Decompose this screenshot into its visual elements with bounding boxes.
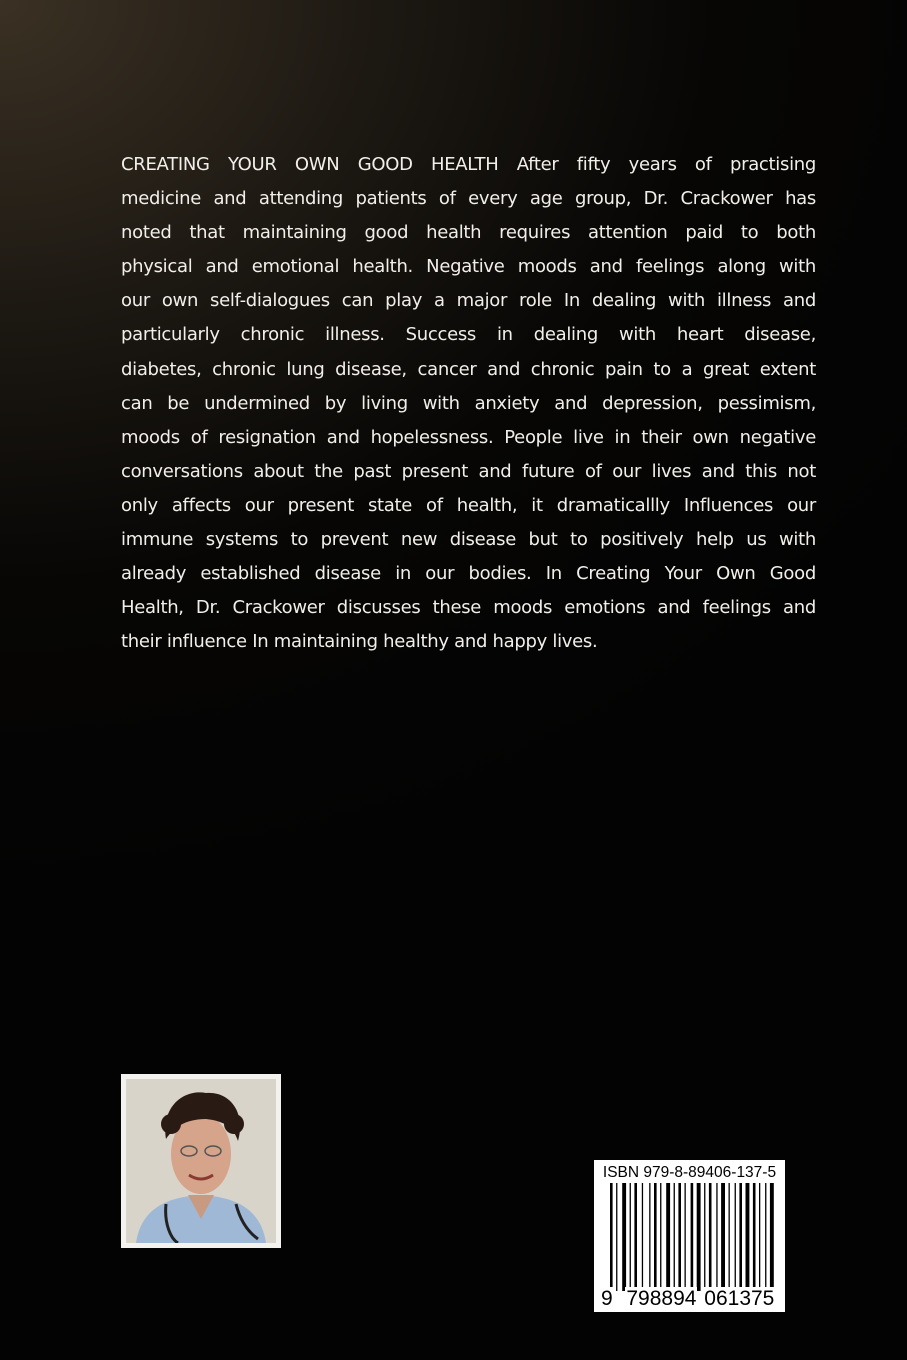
barcode-bar [654,1183,657,1291]
barcode-bar [642,1183,643,1291]
barcode-bar [739,1183,742,1291]
barcode-digit-group2: 061375 [704,1287,775,1310]
blurb-line: physical and emotional health. Negative moods and feelings along with [121,256,816,278]
barcode-bar [649,1183,650,1291]
barcode-bar [770,1183,774,1291]
barcode-bar [678,1183,681,1291]
barcode-bar [716,1183,717,1291]
barcode-digits [600,1288,775,1310]
isbn-barcode [594,1160,785,1312]
author-photo [121,1074,281,1248]
blurb-line: already established disease in our bodies. In Creating Your Own Good [121,563,816,585]
barcode-bar [622,1183,626,1291]
barcode-bar [630,1183,631,1291]
barcode-bar [704,1183,705,1291]
barcode-bars [600,1183,778,1291]
blurb-line: our own self-dialogues can play a major role In dealing with illness and [121,290,816,312]
blurb-line: CREATING YOUR OWN GOOD HEALTH After fifty years of practising [121,154,816,175]
blurb-line: only affects our present state of health, it dramaticallly Influences our [121,494,816,516]
barcode-bar [709,1183,712,1291]
barcode-bar [685,1183,686,1291]
blurb-line: Health, Dr. Crackower discusses these moods emotions and feelings and [121,597,816,619]
blurb-line: diabetes, chronic lung disease, cancer and chronic pain to a great extent [121,358,816,380]
barcode-digit-group1: 798894 [626,1287,697,1310]
barcode-bar [616,1183,617,1291]
blurb-line: can be undermined by living with anxiety and depression, pessimism, [121,392,816,414]
barcode-bar [660,1183,661,1291]
isbn-label: ISBN 979-8-89406-137-5 [602,1164,777,1181]
author-portrait-image [126,1079,276,1243]
barcode-digit-first: 9 [601,1287,613,1310]
barcode-bar [610,1183,613,1291]
barcode-bar [746,1183,750,1291]
blurb-line: immune systems to prevent new disease but to positively help us with [121,529,816,551]
barcode-bar [634,1183,637,1291]
blurb-line: particularly chronic illness. Success in dealing with heart disease, [121,324,816,346]
barcode-bar [759,1183,760,1291]
blurb-line: moods of resignation and hopelessness. People live in their own negative [121,426,816,448]
barcode-bar [697,1183,701,1291]
barcode-bar [765,1183,766,1291]
blurb-line: their influence In maintaining healthy and happy lives. [121,631,598,653]
back-cover-blurb [121,148,816,659]
barcode-bar [721,1183,725,1291]
blurb-line: conversations about the past present and future of our lives and this not [121,460,816,482]
barcode-bar [691,1183,694,1291]
blurb-line: medicine and attending patients of every age group, Dr. Crackower has [121,188,816,210]
barcode-bar [674,1183,675,1291]
barcode-bar [666,1183,670,1291]
barcode-bar [753,1183,756,1291]
blurb-line: noted that maintaining good health requires attention paid to both [121,222,816,244]
barcode-bar [735,1183,736,1291]
barcode-bar [729,1183,730,1291]
